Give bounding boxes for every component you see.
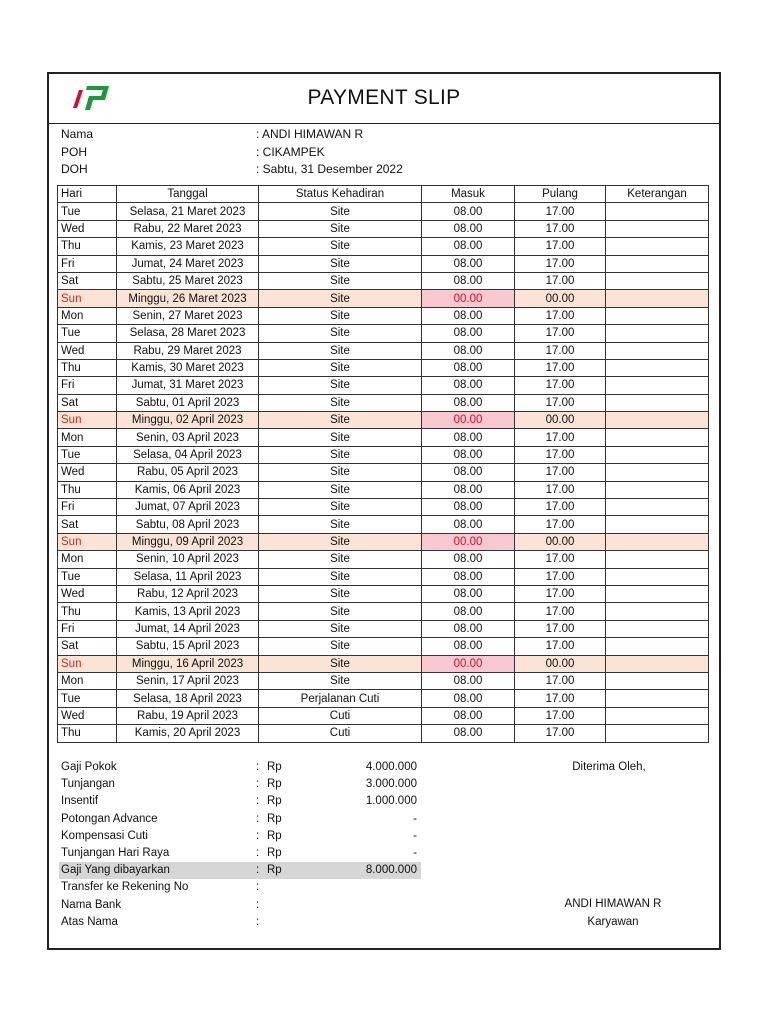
cell-masuk: 08.00	[422, 307, 515, 324]
pay-colon: :	[256, 795, 260, 808]
pay-currency: Rp	[267, 864, 282, 877]
cell-pulang: 17.00	[515, 551, 606, 568]
cell-masuk: 08.00	[422, 272, 515, 289]
cell-keterangan	[606, 568, 709, 585]
cell-tanggal: Sabtu, 15 April 2023	[117, 638, 259, 655]
cell-status: Perjalanan Cuti	[259, 690, 422, 707]
cell-tanggal: Sabtu, 08 April 2023	[117, 516, 259, 533]
table-row	[58, 568, 709, 585]
cell-keterangan	[606, 516, 709, 533]
pay-label: Tunjangan	[61, 778, 115, 791]
table-row	[58, 725, 709, 742]
pay-amount: 8.000.000	[365, 864, 417, 877]
table-row	[58, 551, 709, 568]
cell-status: Site	[259, 220, 422, 237]
signature-role: Karyawan	[587, 916, 639, 928]
cell-masuk: 08.00	[422, 446, 515, 463]
cell-hari: Tue	[58, 203, 117, 220]
cell-masuk: 08.00	[422, 603, 515, 620]
col-header-tanggal: Tanggal	[117, 186, 259, 203]
cell-masuk: 08.00	[422, 585, 515, 602]
cell-keterangan	[606, 272, 709, 289]
pay-row	[59, 776, 421, 793]
cell-hari: Mon	[58, 551, 117, 568]
attendance-body	[58, 203, 709, 742]
cell-masuk: 08.00	[422, 516, 515, 533]
cell-status: Site	[259, 412, 422, 429]
cell-tanggal: Selasa, 21 Maret 2023	[117, 203, 259, 220]
cell-tanggal: Jumat, 07 April 2023	[117, 499, 259, 516]
cell-tanggal: Sabtu, 25 Maret 2023	[117, 272, 259, 289]
cell-pulang: 17.00	[515, 238, 606, 255]
doh-value: : Sabtu, 31 Desember 2022	[256, 162, 403, 176]
cell-hari: Fri	[58, 377, 117, 394]
cell-status: Site	[259, 620, 422, 637]
cell-masuk: 00.00	[422, 533, 515, 550]
pay-colon: :	[256, 778, 260, 791]
cell-keterangan	[606, 533, 709, 550]
cell-masuk: 08.00	[422, 568, 515, 585]
cell-keterangan	[606, 620, 709, 637]
cell-masuk: 00.00	[422, 412, 515, 429]
poh-label: POH	[61, 144, 88, 159]
pay-amount: 4.000.000	[365, 761, 417, 773]
table-row	[58, 394, 709, 411]
cell-keterangan	[606, 464, 709, 481]
table-row	[58, 481, 709, 498]
cell-pulang: 17.00	[515, 481, 606, 498]
cell-status: Site	[259, 325, 422, 342]
cell-pulang: 17.00	[515, 325, 606, 342]
cell-status: Site	[259, 203, 422, 220]
col-header-hari: Hari	[58, 186, 117, 203]
cell-masuk: 08.00	[422, 672, 515, 689]
cell-status: Site	[259, 238, 422, 255]
cell-masuk: 08.00	[422, 377, 515, 394]
table-row	[58, 325, 709, 342]
pay-colon: :	[256, 761, 260, 773]
cell-pulang: 17.00	[515, 342, 606, 359]
table-header-row	[58, 186, 709, 203]
cell-tanggal: Senin, 27 Maret 2023	[117, 307, 259, 324]
cell-masuk: 08.00	[422, 499, 515, 516]
cell-pulang: 17.00	[515, 429, 606, 446]
info-row-doh	[61, 161, 681, 179]
table-row	[58, 203, 709, 220]
cell-pulang: 17.00	[515, 464, 606, 481]
cell-pulang: 17.00	[515, 377, 606, 394]
cell-status: Site	[259, 464, 422, 481]
cell-keterangan	[606, 429, 709, 446]
cell-tanggal: Minggu, 02 April 2023	[117, 412, 259, 429]
pay-currency: Rp	[267, 846, 282, 859]
cell-keterangan	[606, 585, 709, 602]
cell-status: Site	[259, 499, 422, 516]
cell-status: Site	[259, 272, 422, 289]
cell-hari: Thu	[58, 603, 117, 620]
cell-hari: Thu	[58, 359, 117, 376]
cell-masuk: 08.00	[422, 690, 515, 707]
cell-pulang: 17.00	[515, 707, 606, 724]
cell-hari: Mon	[58, 672, 117, 689]
cell-hari: Fri	[58, 620, 117, 637]
cell-tanggal: Selasa, 04 April 2023	[117, 446, 259, 463]
attendance-table	[57, 185, 709, 743]
cell-pulang: 17.00	[515, 307, 606, 324]
transfer-row	[59, 914, 421, 931]
cell-pulang: 00.00	[515, 290, 606, 307]
cell-keterangan	[606, 690, 709, 707]
cell-masuk: 08.00	[422, 325, 515, 342]
cell-tanggal: Minggu, 26 Maret 2023	[117, 290, 259, 307]
cell-status: Site	[259, 307, 422, 324]
pay-amount: 3.000.000	[365, 778, 417, 791]
cell-status: Site	[259, 394, 422, 411]
cell-hari: Wed	[58, 585, 117, 602]
cell-hari: Mon	[58, 307, 117, 324]
table-row	[58, 412, 709, 429]
cell-pulang: 17.00	[515, 272, 606, 289]
cell-status: Cuti	[259, 707, 422, 724]
cell-status: Cuti	[259, 725, 422, 742]
pay-currency: Rp	[267, 812, 282, 825]
table-row	[58, 620, 709, 637]
cell-masuk: 08.00	[422, 359, 515, 376]
cell-pulang: 17.00	[515, 499, 606, 516]
cell-hari: Wed	[58, 464, 117, 481]
cell-tanggal: Rabu, 12 April 2023	[117, 585, 259, 602]
cell-keterangan	[606, 238, 709, 255]
cell-keterangan	[606, 446, 709, 463]
cell-tanggal: Selasa, 11 April 2023	[117, 568, 259, 585]
cell-status: Site	[259, 568, 422, 585]
cell-masuk: 08.00	[422, 464, 515, 481]
payment-slip-frame	[47, 72, 721, 950]
transfer-row	[59, 897, 421, 914]
cell-tanggal: Kamis, 06 April 2023	[117, 481, 259, 498]
cell-tanggal: Senin, 03 April 2023	[117, 429, 259, 446]
cell-hari: Sun	[58, 412, 117, 429]
cell-pulang: 17.00	[515, 394, 606, 411]
cell-keterangan	[606, 707, 709, 724]
info-row-poh	[61, 144, 681, 162]
pay-row	[59, 759, 421, 776]
cell-tanggal: Sabtu, 01 April 2023	[117, 394, 259, 411]
nama-label: Nama	[61, 127, 94, 141]
cell-keterangan	[606, 377, 709, 394]
table-row	[58, 429, 709, 446]
pay-currency: Rp	[267, 761, 282, 773]
table-row	[58, 290, 709, 307]
cell-hari: Tue	[58, 446, 117, 463]
cell-masuk: 00.00	[422, 290, 515, 307]
cell-tanggal: Rabu, 19 April 2023	[117, 707, 259, 724]
cell-keterangan	[606, 672, 709, 689]
col-header-status: Status Kehadiran	[259, 186, 422, 203]
page-title: PAYMENT SLIP	[307, 86, 461, 109]
cell-status: Site	[259, 446, 422, 463]
cell-keterangan	[606, 203, 709, 220]
slip-header	[49, 74, 719, 124]
cell-pulang: 17.00	[515, 585, 606, 602]
cell-tanggal: Jumat, 24 Maret 2023	[117, 255, 259, 272]
table-row	[58, 238, 709, 255]
table-row	[58, 342, 709, 359]
cell-masuk: 08.00	[422, 255, 515, 272]
cell-keterangan	[606, 290, 709, 307]
cell-pulang: 17.00	[515, 672, 606, 689]
pay-amount: -	[413, 846, 417, 859]
pay-label: Transfer ke Rekening No	[61, 881, 189, 894]
cell-pulang: 17.00	[515, 516, 606, 533]
table-row	[58, 533, 709, 550]
cell-tanggal: Minggu, 09 April 2023	[117, 533, 259, 550]
cell-masuk: 08.00	[422, 220, 515, 237]
cell-hari: Sat	[58, 394, 117, 411]
cell-hari: Thu	[58, 238, 117, 255]
cell-masuk: 00.00	[422, 655, 515, 672]
cell-status: Site	[259, 290, 422, 307]
cell-status: Site	[259, 655, 422, 672]
cell-keterangan	[606, 638, 709, 655]
cell-keterangan	[606, 325, 709, 342]
cell-hari: Mon	[58, 429, 117, 446]
cell-masuk: 08.00	[422, 429, 515, 446]
transfer-row	[59, 879, 421, 896]
cell-hari: Sat	[58, 516, 117, 533]
cell-status: Site	[259, 516, 422, 533]
cell-hari: Fri	[58, 255, 117, 272]
cell-masuk: 08.00	[422, 342, 515, 359]
cell-tanggal: Kamis, 30 Maret 2023	[117, 359, 259, 376]
pay-row	[59, 845, 421, 862]
cell-pulang: 17.00	[515, 638, 606, 655]
cell-pulang: 17.00	[515, 725, 606, 742]
cell-keterangan	[606, 551, 709, 568]
pay-colon: :	[256, 898, 260, 911]
cell-keterangan	[606, 499, 709, 516]
col-header-pulang: Pulang	[515, 186, 606, 203]
pay-colon: :	[256, 864, 260, 877]
pay-currency: Rp	[267, 778, 282, 791]
table-row	[58, 377, 709, 394]
cell-masuk: 08.00	[422, 203, 515, 220]
pay-label: Nama Bank	[61, 898, 122, 911]
cell-keterangan	[606, 342, 709, 359]
table-row	[58, 707, 709, 724]
cell-status: Site	[259, 429, 422, 446]
pay-label: Kompensasi Cuti	[61, 829, 148, 842]
pay-colon: :	[256, 881, 260, 894]
pay-label: Gaji Yang dibayarkan	[61, 864, 170, 877]
cell-hari: Tue	[58, 325, 117, 342]
cell-status: Site	[259, 585, 422, 602]
cell-status: Site	[259, 255, 422, 272]
pay-amount: -	[413, 812, 417, 825]
table-row	[58, 585, 709, 602]
cell-tanggal: Selasa, 28 Maret 2023	[117, 325, 259, 342]
cell-hari: Sun	[58, 533, 117, 550]
cell-tanggal: Selasa, 18 April 2023	[117, 690, 259, 707]
cell-keterangan	[606, 481, 709, 498]
pay-colon: :	[256, 812, 260, 825]
cell-status: Site	[259, 672, 422, 689]
signature-name: ANDI HIMAWAN R	[564, 898, 662, 910]
cell-hari: Wed	[58, 342, 117, 359]
cell-masuk: 08.00	[422, 707, 515, 724]
table-row	[58, 446, 709, 463]
pay-label: Insentif	[61, 795, 99, 808]
cell-pulang: 00.00	[515, 412, 606, 429]
cell-pulang: 17.00	[515, 255, 606, 272]
cell-pulang: 17.00	[515, 603, 606, 620]
employee-info	[61, 126, 681, 179]
cell-hari: Wed	[58, 220, 117, 237]
cell-tanggal: Jumat, 31 Maret 2023	[117, 377, 259, 394]
table-row	[58, 603, 709, 620]
cell-pulang: 17.00	[515, 220, 606, 237]
cell-status: Site	[259, 638, 422, 655]
cell-pulang: 17.00	[515, 446, 606, 463]
cell-hari: Sat	[58, 272, 117, 289]
cell-hari: Sun	[58, 290, 117, 307]
cell-keterangan	[606, 359, 709, 376]
cell-pulang: 00.00	[515, 655, 606, 672]
cell-hari: Fri	[58, 499, 117, 516]
table-row	[58, 690, 709, 707]
cell-pulang: 17.00	[515, 620, 606, 637]
pay-label: Gaji Pokok	[61, 761, 117, 773]
cell-pulang: 17.00	[515, 359, 606, 376]
cell-keterangan	[606, 220, 709, 237]
pay-amount: -	[413, 829, 417, 842]
cell-tanggal: Senin, 17 April 2023	[117, 672, 259, 689]
cell-status: Site	[259, 533, 422, 550]
cell-tanggal: Senin, 10 April 2023	[117, 551, 259, 568]
cell-tanggal: Kamis, 20 April 2023	[117, 725, 259, 742]
cell-tanggal: Kamis, 23 Maret 2023	[117, 238, 259, 255]
cell-hari: Thu	[58, 725, 117, 742]
cell-tanggal: Rabu, 22 Maret 2023	[117, 220, 259, 237]
pay-label: Tunjangan Hari Raya	[61, 846, 170, 859]
cell-hari: Tue	[58, 568, 117, 585]
col-header-masuk: Masuk	[422, 186, 515, 203]
col-header-keterangan: Keterangan	[606, 186, 709, 203]
pay-colon: :	[256, 915, 260, 928]
poh-value: : CIKAMPEK	[256, 144, 325, 159]
cell-masuk: 08.00	[422, 725, 515, 742]
received-by-label: Diterima Oleh,	[572, 761, 646, 773]
table-row	[58, 272, 709, 289]
cell-status: Site	[259, 342, 422, 359]
pay-label: Potongan Advance	[61, 812, 158, 825]
cell-status: Site	[259, 481, 422, 498]
payment-summary	[59, 759, 421, 931]
cell-keterangan	[606, 307, 709, 324]
cell-tanggal: Rabu, 29 Maret 2023	[117, 342, 259, 359]
cell-pulang: 17.00	[515, 690, 606, 707]
cell-tanggal: Kamis, 13 April 2023	[117, 603, 259, 620]
info-row-nama	[61, 126, 681, 144]
cell-pulang: 00.00	[515, 533, 606, 550]
cell-status: Site	[259, 359, 422, 376]
pay-row	[59, 793, 421, 810]
cell-keterangan	[606, 655, 709, 672]
cell-pulang: 17.00	[515, 203, 606, 220]
cell-tanggal: Rabu, 05 April 2023	[117, 464, 259, 481]
cell-masuk: 08.00	[422, 481, 515, 498]
cell-keterangan	[606, 255, 709, 272]
cell-masuk: 08.00	[422, 551, 515, 568]
doh-label: DOH	[61, 162, 88, 176]
table-row	[58, 220, 709, 237]
cell-hari: Thu	[58, 481, 117, 498]
pay-currency: Rp	[267, 795, 282, 808]
pay-currency: Rp	[267, 829, 282, 842]
table-row	[58, 255, 709, 272]
table-row	[58, 655, 709, 672]
cell-pulang: 17.00	[515, 568, 606, 585]
cell-keterangan	[606, 412, 709, 429]
cell-tanggal: Jumat, 14 April 2023	[117, 620, 259, 637]
table-row	[58, 516, 709, 533]
pay-row	[59, 828, 421, 845]
cell-hari: Sat	[58, 638, 117, 655]
cell-hari: Tue	[58, 690, 117, 707]
table-row	[58, 307, 709, 324]
cell-masuk: 08.00	[422, 394, 515, 411]
table-row	[58, 464, 709, 481]
pay-colon: :	[256, 829, 260, 842]
cell-status: Site	[259, 603, 422, 620]
cell-masuk: 08.00	[422, 238, 515, 255]
cell-status: Site	[259, 377, 422, 394]
table-row	[58, 359, 709, 376]
cell-keterangan	[606, 394, 709, 411]
pay-amount: 1.000.000	[365, 795, 417, 808]
pay-row	[59, 811, 421, 828]
cell-keterangan	[606, 725, 709, 742]
cell-status: Site	[259, 551, 422, 568]
cell-tanggal: Minggu, 16 April 2023	[117, 655, 259, 672]
pay-total-row	[59, 862, 421, 879]
nama-value: : ANDI HIMAWAN R	[256, 127, 364, 141]
table-row	[58, 672, 709, 689]
pay-label: Atas Nama	[61, 915, 118, 928]
table-row	[58, 499, 709, 516]
cell-keterangan	[606, 603, 709, 620]
cell-masuk: 08.00	[422, 620, 515, 637]
cell-masuk: 08.00	[422, 638, 515, 655]
cell-hari: Sun	[58, 655, 117, 672]
cell-hari: Wed	[58, 707, 117, 724]
pay-colon: :	[256, 846, 260, 859]
table-row	[58, 638, 709, 655]
